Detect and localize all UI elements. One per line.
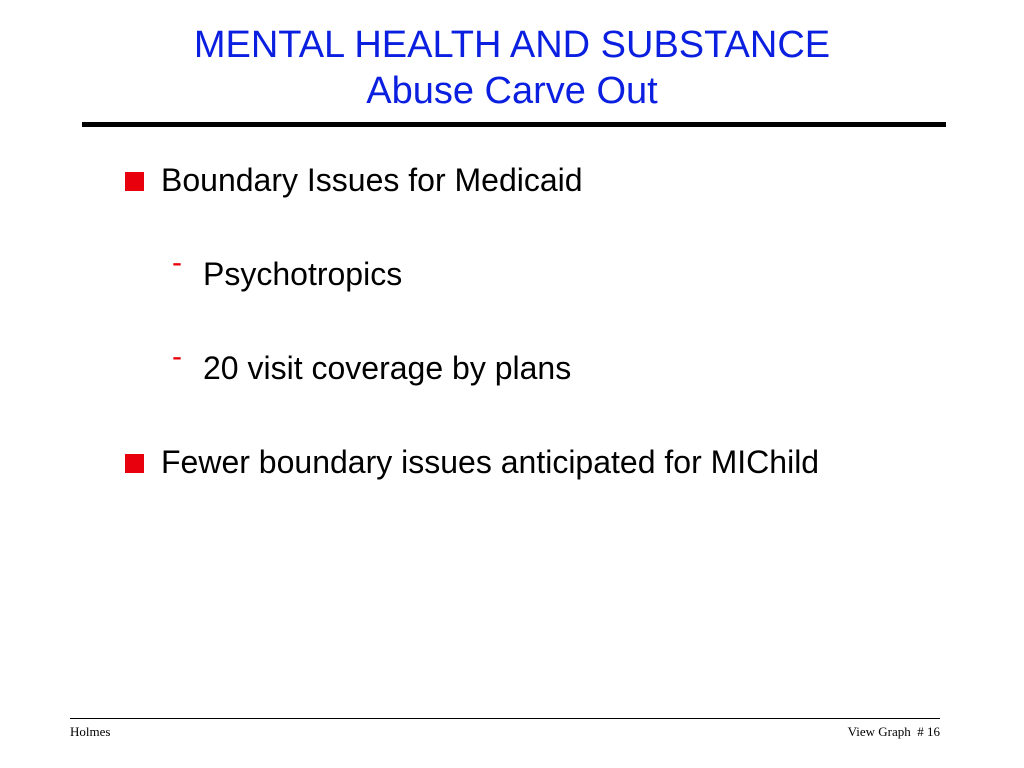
sub-bullet-text: 20 visit coverage by plans [203, 350, 572, 386]
square-bullet-icon [125, 172, 144, 191]
footer-author: Holmes [70, 724, 111, 739]
dash-bullet-icon: - [172, 340, 182, 373]
footer-divider [70, 718, 940, 719]
title-line-2: Abuse Carve Out [366, 70, 658, 112]
sub-bullet-text: Psychotropics [203, 256, 403, 292]
slide-title [0, 22, 1024, 114]
title-divider [82, 122, 946, 127]
dash-bullet-icon: - [172, 246, 182, 279]
bullet-text: Fewer boundary issues anticipated for MIChild [161, 444, 820, 480]
footer-page-label: View Graph # 16 [847, 724, 940, 739]
bullet-text: Boundary Issues for Medicaid [161, 162, 583, 198]
square-bullet-icon [125, 454, 144, 473]
title-line-1: MENTAL HEALTH AND SUBSTANCE [193, 24, 831, 66]
